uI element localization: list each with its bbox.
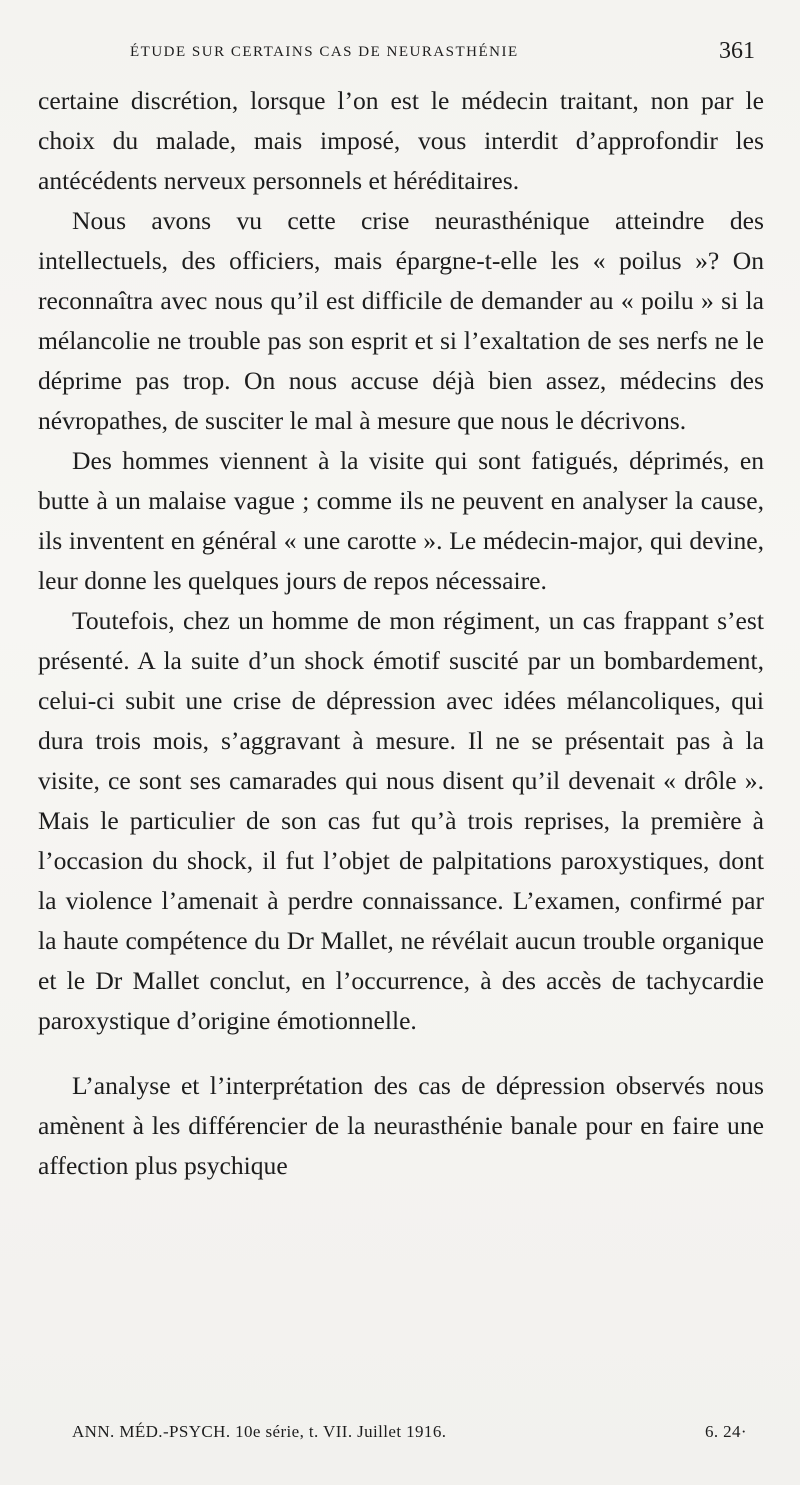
paragraph-poilus: Nous avons vu cette crise neurasthénique atteindre des intellectuels, des officiers, mais épargne-t-elle les « poilus »? On reconnaîtra avec nous qu’il est difficile de demander au « poilu » si la mélancolie ne trouble pas son esprit et si l’exaltation de ses nerfs ne le déprime pas trop. On nous accuse déjà bien assez, médecins des névropathes, de susciter le mal à mesure que nous le décrivons. [38,206,764,435]
journal-footer [72,1420,747,1450]
running-header [130,38,755,72]
paragraph-visits: Des hommes viennent à la visite qui sont fatigués, déprimés, en butte à un malaise vague ; comme ils ne peuvent en analyser la cause, ils inventent en général « une carotte ». Le médecin-major, qui devine, leur donne les quelques jours de repos nécessaire. [38,446,764,595]
paragraph-continuation: certaine discrétion, lorsque l’on est le médecin traitant, non par le choix du malade, mais imposé, vous interdit d’approfondir les antécédents nerveux personnels et héréditaires. [38,86,764,195]
header-title: ÉTUDE SUR CERTAINS CAS DE NEURASTHÉNIE [130,44,519,60]
journal-citation: ANN. MÉD.-PSYCH. 10e série, t. VII. Juillet 1916. [72,1422,447,1441]
signature-mark: 6. 24· [704,1422,747,1441]
paragraph-case-report: Toutefois, chez un homme de mon régiment, un cas frappant s’est présenté. A la suite d’un shock émotif suscité par un bombardement, celui-ci subit une crise de dépression avec idées mélancoliques, qui dura trois mois, s’aggravant à mesure. Il ne se présentait pas à la visite, ce sont ses camarades qui nous disent qu’il devenait « drôle ». Mais le particulier de son cas fut qu’à trois reprises, la première à l’occasion du shock, il fut l’objet de palpitations paroxystiques, dont la violence l’amenait à perdre connaissance. L’examen, confirmé par la haute compétence du Dr Mallet, ne révélait aucun trouble organique et le Dr Mallet conclut, en l’occurrence, à des accès de tachycardie paroxystique d’origine émotionnelle. [38,606,764,1035]
body-text [38,81,764,1186]
page-number: 361 [719,38,755,64]
paragraph-analysis: L’analyse et l’interprétation des cas de dépression observés nous amènent à les différencier de la neurasthénie banale pour en faire une affection plus psychique [38,1071,764,1180]
